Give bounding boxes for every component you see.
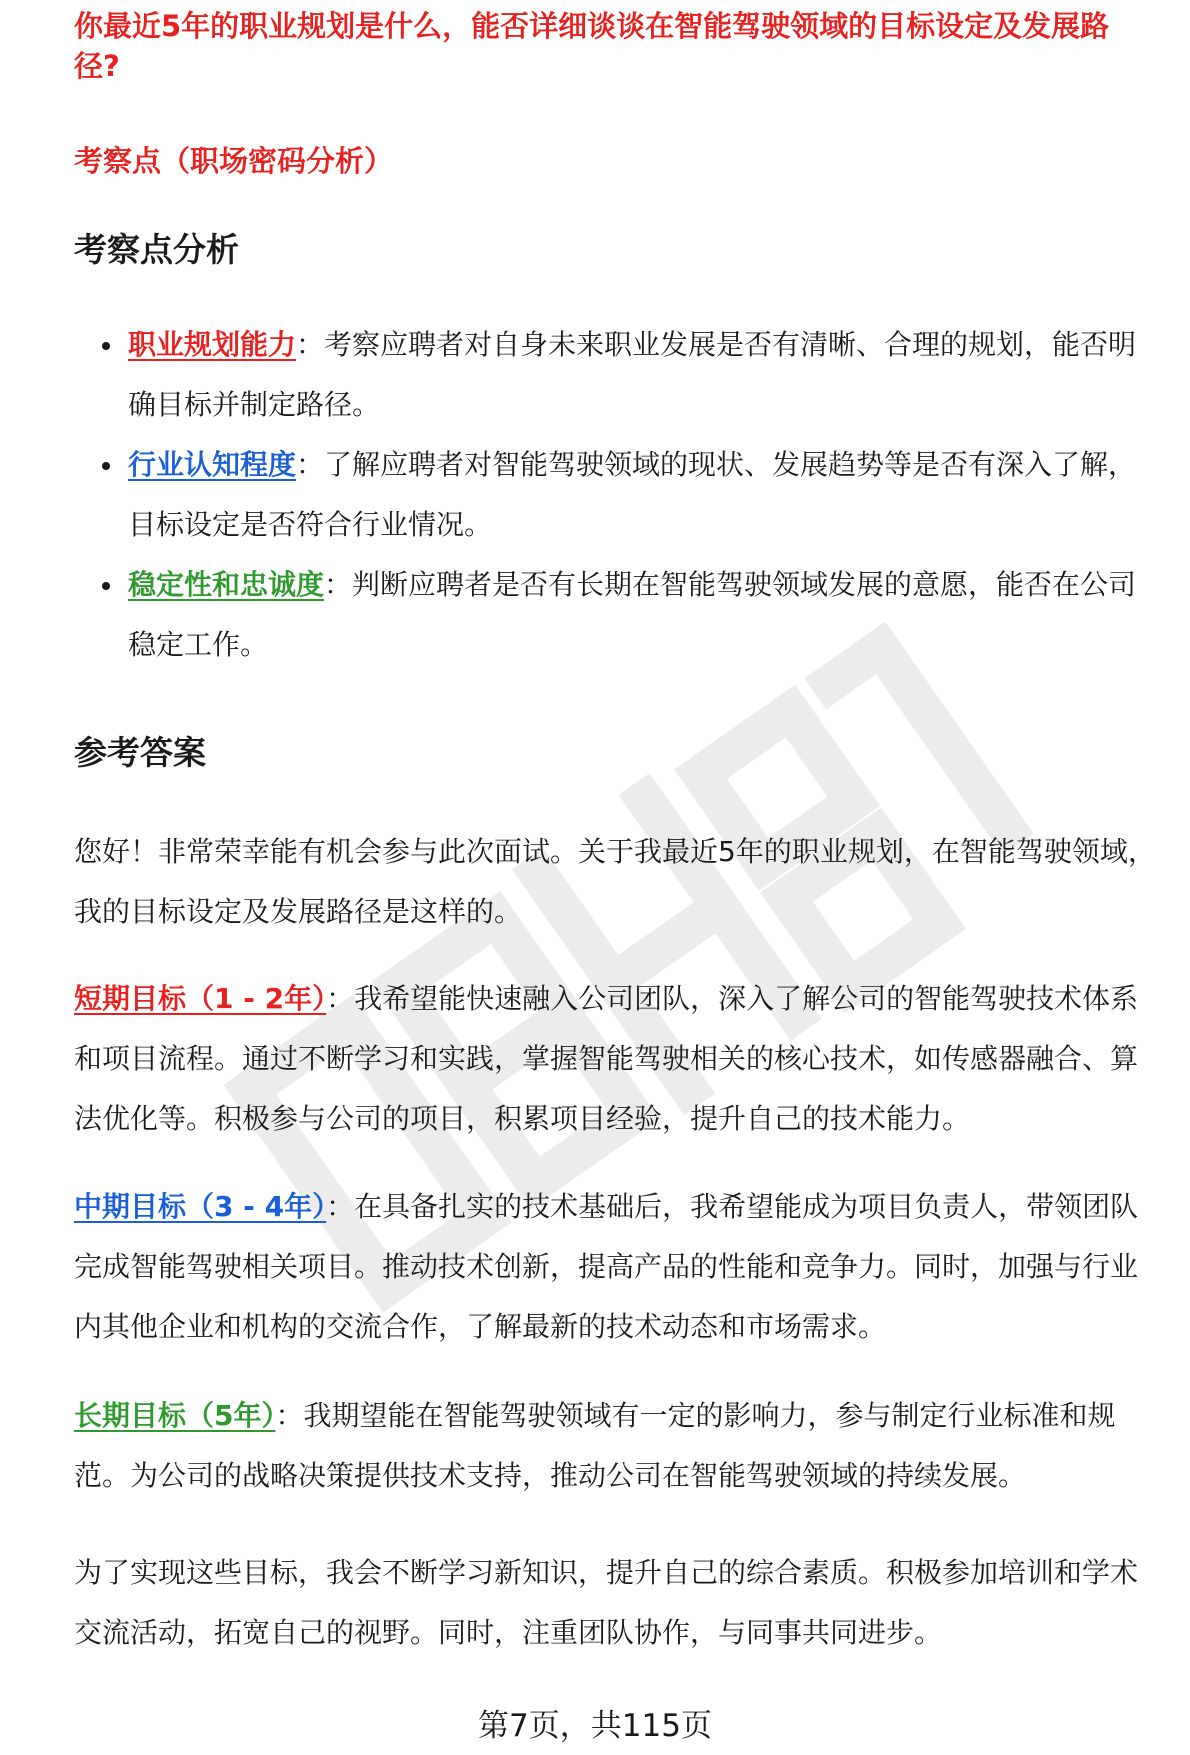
closing-paragraph: 为了实现这些目标，我会不断学习新知识，提升自己的综合素质。积极参加培训和学术交流活动，拓宽自己的视野。同时，注重团队协作，与同事共同进步。 xyxy=(74,1556,1139,1649)
mid-term-label: 中期目标（3 - 4年） xyxy=(74,1190,327,1223)
analysis-keyword: 稳定性和忠诚度 xyxy=(128,568,325,601)
answer-intro: 您好！非常荣幸能有机会参与此次面试。关于我最近5年的职业规划，在智能驾驶领域，我的目标设定及发展路径是这样的。 xyxy=(74,835,1156,928)
long-term-label: 长期目标（5年） xyxy=(74,1399,276,1432)
question-line-2: 径? xyxy=(74,49,120,83)
short-term-paragraph xyxy=(74,969,1164,1149)
mid-term-paragraph xyxy=(74,1177,1164,1357)
mid-term-text: ：在具备扎实的技术基础后，我希望能成为项目负责人，带领团队完成智能驾驶相关项目。推动技术创新，提高产品的性能和竞争力。同时，加强与行业内其他企业和机构的交流合作，了解最新的技术动态和市场需求。 xyxy=(74,1190,1139,1343)
analysis-item xyxy=(128,555,1160,675)
long-term-text: ：我期望能在智能驾驶领域有一定的影响力，参与制定行业标准和规范。为公司的战略决策提供技术支持，推动公司在智能驾驶领域的持续发展。 xyxy=(74,1399,1116,1492)
short-term-text: ：我希望能快速融入公司团队，深入了解公司的智能驾驶技术体系和项目流程。通过不断学习和实践，掌握智能驾驶相关的核心技术，如传感器融合、算法优化等。积极参与公司的项目，积累项目经验，提升自己的技术能力。 xyxy=(74,982,1139,1135)
short-term-label: 短期目标（1 - 2年） xyxy=(74,982,327,1015)
analysis-text: ：考察应聘者对自身未来职业发展是否有清晰、合理的规划，能否明确目标并制定路径。 xyxy=(128,328,1137,421)
question-line-1: 你最近5年的职业规划是什么，能否详细谈谈在智能驾驶领域的目标设定及发展路 xyxy=(74,9,1110,43)
long-term-paragraph xyxy=(74,1386,1164,1506)
analysis-text: ：了解应聘者对智能驾驶领域的现状、发展趋势等是否有深入了解，目标设定是否符合行业情况。 xyxy=(128,448,1137,541)
analysis-heading: 考察点分析 xyxy=(74,230,239,269)
analysis-list xyxy=(128,315,1160,675)
kaochadian-label: 考察点（职场密码分析） xyxy=(74,144,394,178)
bullet-dot-icon xyxy=(102,342,110,350)
page-number: 第7页，共115页 xyxy=(478,1708,712,1744)
analysis-keyword: 行业认知程度 xyxy=(128,448,297,481)
analysis-item xyxy=(128,315,1160,435)
bullet-dot-icon xyxy=(102,582,110,590)
analysis-item xyxy=(128,435,1160,555)
answer-heading: 参考答案 xyxy=(74,733,206,772)
analysis-text: ：判断应聘者是否有长期在智能驾驶领域发展的意愿，能否在公司稳定工作。 xyxy=(128,568,1137,661)
analysis-keyword: 职业规划能力 xyxy=(128,328,297,361)
question-title xyxy=(74,9,1134,86)
bullet-dot-icon xyxy=(102,462,110,470)
